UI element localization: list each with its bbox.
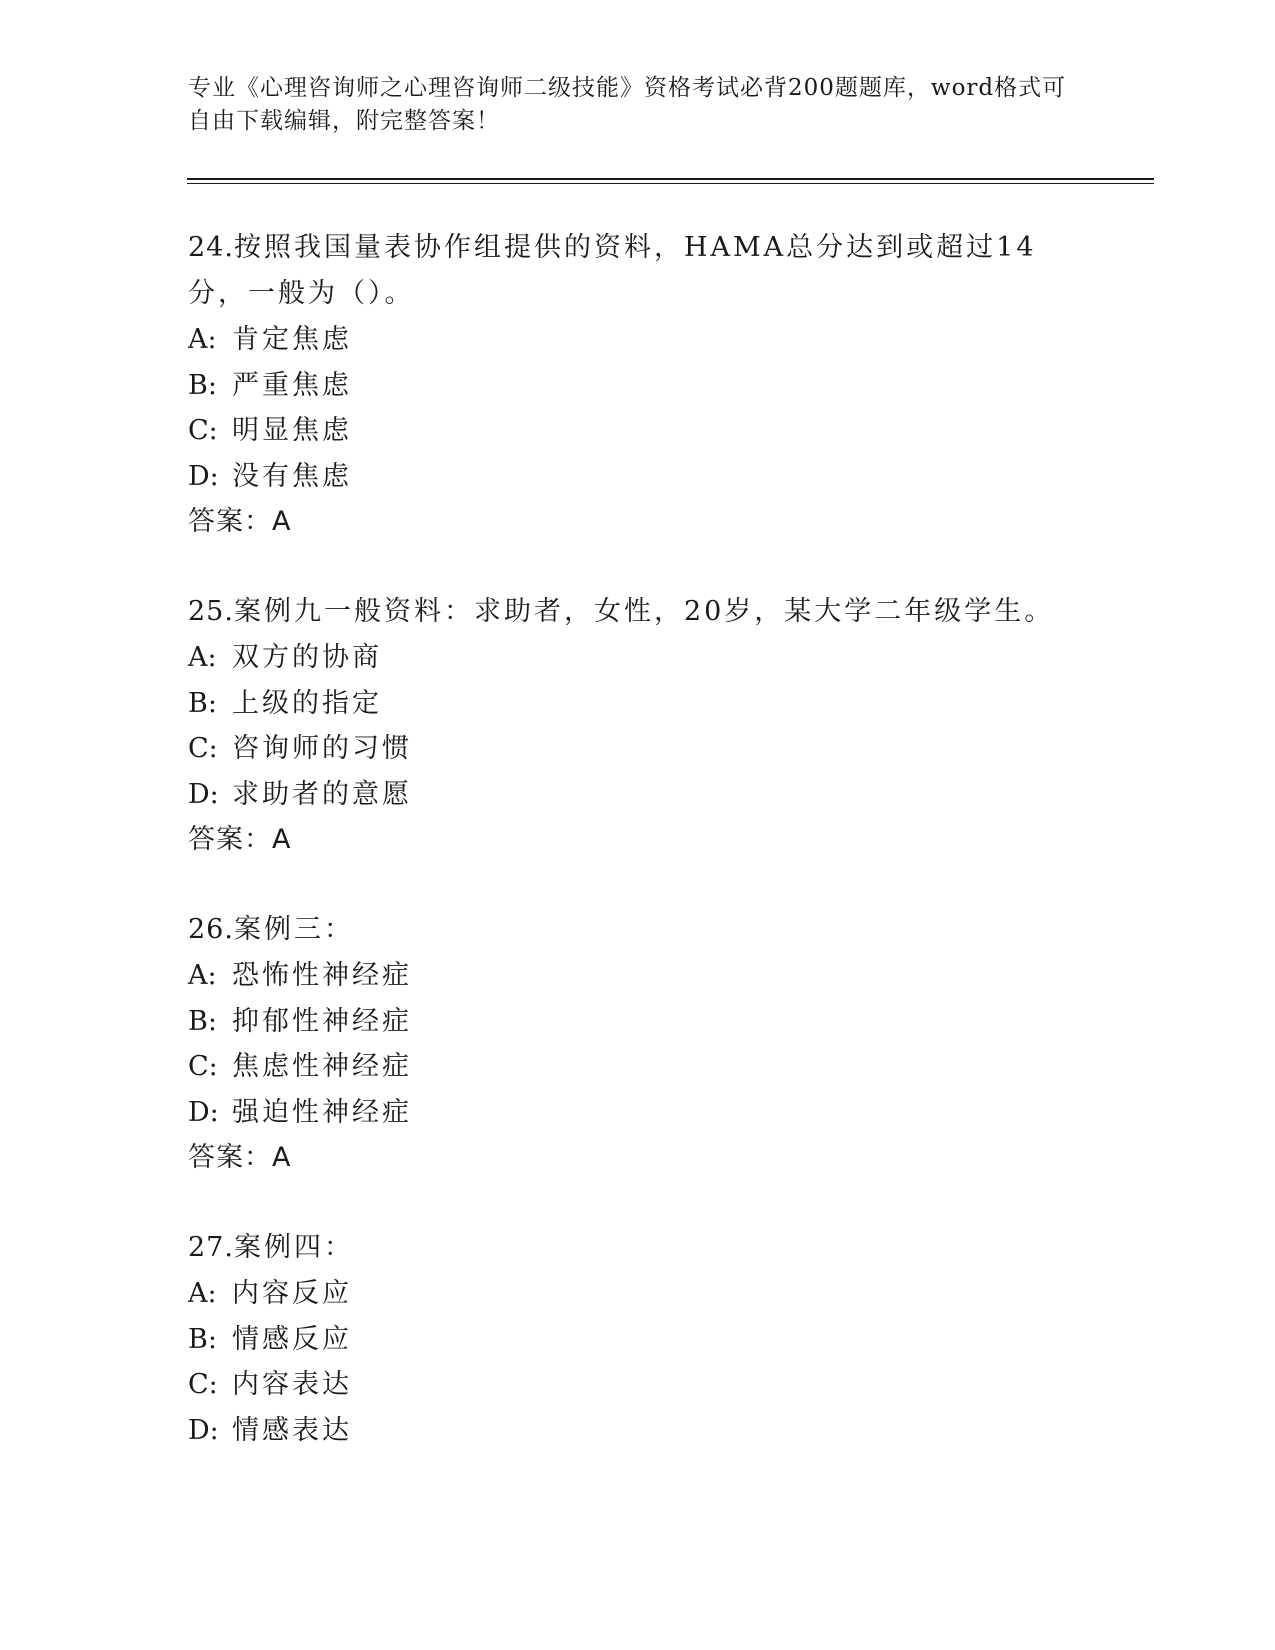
option-a [188, 635, 1088, 681]
question-26 [188, 907, 1088, 1181]
option-key: A: [188, 642, 217, 673]
option-key: D: [188, 1096, 219, 1128]
question-stem: 案例九一般资料：求助者，女性，20岁，某大学二年级学生。 [233, 596, 1055, 627]
question-24 [188, 225, 1088, 545]
question-text [188, 589, 1088, 635]
option-key: A: [188, 960, 217, 991]
option-a [188, 1271, 1088, 1317]
question-25 [188, 589, 1088, 863]
question-stem: 按照我国量表协作组提供的资料，HAMA总分达到或超过14分，一般为（）。 [188, 232, 1037, 309]
option-a [188, 317, 1088, 363]
option-text: 内容表达 [232, 1369, 352, 1400]
option-text: 情感反应 [232, 1323, 352, 1355]
option-c [188, 1044, 1088, 1090]
option-key: D: [188, 778, 219, 810]
option-b [188, 1317, 1088, 1363]
option-b [188, 681, 1088, 727]
option-b [188, 999, 1088, 1045]
option-key: A: [188, 324, 217, 355]
option-c [188, 1362, 1088, 1408]
option-text: 焦虑性神经症 [232, 1051, 412, 1082]
option-b [188, 363, 1088, 409]
option-key: C: [188, 415, 218, 446]
question-number: 24. [188, 232, 234, 263]
option-key: B: [188, 1005, 217, 1037]
option-key: C: [188, 733, 218, 764]
question-stem: 案例四： [233, 1232, 354, 1263]
answer-line: 答案：A [188, 824, 292, 855]
document-header [188, 72, 1068, 138]
option-text: 严重焦虑 [232, 369, 352, 401]
option-key: D: [188, 1414, 219, 1446]
question-text [188, 1225, 1088, 1271]
question-number: 27. [188, 1232, 234, 1263]
option-key: B: [188, 687, 217, 719]
option-key: B: [188, 1323, 217, 1355]
answer-line: 答案：A [188, 506, 292, 537]
option-d [188, 1408, 1088, 1454]
option-c [188, 408, 1088, 454]
option-key: A: [188, 1278, 217, 1309]
answer-line: 答案：A [188, 1142, 292, 1173]
option-d [188, 1090, 1088, 1136]
option-text: 肯定焦虑 [232, 324, 352, 355]
question-number: 25. [188, 596, 234, 627]
option-text: 抑郁性神经症 [232, 1005, 412, 1037]
option-text: 内容反应 [232, 1278, 352, 1309]
option-d [188, 454, 1088, 500]
header-divider-thin [187, 183, 1154, 184]
option-text: 求助者的意愿 [232, 778, 412, 810]
option-key: B: [188, 369, 217, 401]
option-key: C: [188, 1051, 218, 1082]
header-divider-thick [187, 178, 1154, 180]
option-text: 强迫性神经症 [232, 1096, 412, 1128]
option-text: 明显焦虑 [232, 415, 352, 446]
option-text: 恐怖性神经症 [232, 960, 412, 991]
header-text: 专业《心理咨询师之心理咨询师二级技能》资格考试必背200题题库，word格式可自由下载编辑，附完整答案！ [188, 75, 1067, 134]
option-text: 双方的协商 [232, 642, 382, 673]
question-text [188, 907, 1088, 953]
option-text: 没有焦虑 [232, 460, 352, 492]
option-a [188, 953, 1088, 999]
option-key: D: [188, 460, 219, 492]
option-text: 情感表达 [232, 1414, 352, 1446]
option-d [188, 772, 1088, 818]
option-text: 上级的指定 [232, 687, 382, 719]
question-number: 26. [188, 914, 234, 945]
question-stem: 案例三： [233, 914, 354, 945]
option-c [188, 726, 1088, 772]
option-text: 咨询师的习惯 [232, 733, 412, 764]
option-key: C: [188, 1369, 218, 1400]
question-27 [188, 1225, 1088, 1453]
question-text [188, 225, 1088, 317]
